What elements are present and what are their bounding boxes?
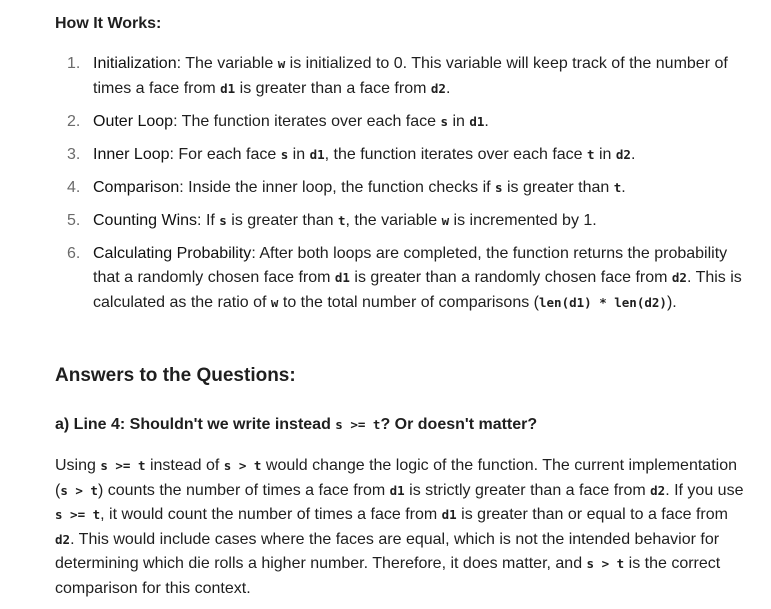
- step-text: is greater than: [502, 178, 614, 196]
- answer-text: Using: [55, 457, 101, 474]
- answer-text: instead of: [145, 457, 224, 474]
- list-number: 6.: [67, 244, 81, 262]
- step-text: is incremented by 1.: [449, 211, 597, 229]
- step-title: Inner Loop: [93, 145, 170, 163]
- list-item-inner-loop: [55, 143, 745, 168]
- step-text: .: [621, 178, 626, 196]
- list-number: 5.: [67, 211, 81, 229]
- inline-code: d1: [469, 113, 485, 129]
- inline-code: t: [587, 146, 595, 162]
- inline-code: t: [613, 179, 622, 195]
- inline-code: s: [280, 146, 289, 162]
- step-text: .: [484, 112, 489, 130]
- list-number: 4.: [67, 178, 81, 196]
- inline-code: s: [219, 212, 227, 228]
- step-text: .: [445, 79, 451, 97]
- list-number: 3.: [67, 145, 81, 163]
- step-text: , the function iterates over each face: [324, 145, 587, 163]
- answer-text: would change the logic of the function. The current implementation (: [55, 457, 737, 499]
- question-a-heading: [55, 414, 537, 436]
- inline-code: s > t: [586, 556, 625, 571]
- inline-code: d1: [309, 146, 325, 162]
- list-number: 1.: [67, 55, 81, 72]
- inline-code: d2: [650, 482, 666, 498]
- step-title: Counting Wins: [93, 211, 198, 229]
- list-item-initialization: [55, 52, 745, 101]
- inline-code: s > t: [223, 458, 262, 473]
- answer-text: ) counts the number of times a face from: [97, 481, 390, 499]
- inline-code: d1: [389, 482, 405, 498]
- answer-a-paragraph: [55, 454, 745, 601]
- answer-text: is strictly greater than a face from: [404, 481, 651, 499]
- inline-code: d2: [615, 146, 631, 162]
- inline-code: d1: [334, 270, 350, 285]
- answers-heading: Answers to the Questions:: [55, 365, 296, 386]
- step-text: . This is calculated as the ratio of: [93, 269, 742, 311]
- inline-code: t: [337, 212, 346, 228]
- list-item-calculating-probability: [55, 242, 745, 316]
- question-text: ? Or doesn't matter?: [380, 416, 538, 433]
- step-text: in: [448, 112, 470, 130]
- step-title: Calculating Probability: [93, 244, 252, 262]
- inline-code: d1: [220, 80, 236, 96]
- question-text: a) Line 4: Shouldn't we write instead: [55, 416, 336, 433]
- step-text: is greater than a face from: [235, 79, 431, 97]
- step-text: : The variable: [176, 55, 278, 72]
- step-title: Comparison: [93, 178, 180, 196]
- step-text: .: [630, 145, 636, 163]
- inline-code: s >= t: [55, 507, 101, 522]
- inline-code: w: [277, 56, 286, 71]
- answer-text: , it would count the number of times a face from: [100, 506, 442, 523]
- step-text: : The function iterates over each face: [173, 112, 441, 130]
- answer-text: . This would include cases where the faces are equal, which is not the intended behavior for determining which die rolls a higher number. Therefore, it does matter, and: [55, 530, 720, 572]
- step-text: : For each face: [169, 145, 281, 163]
- inline-code: d2: [671, 270, 687, 285]
- step-text: to the total number of comparisons (: [278, 293, 539, 311]
- answer-text: . If you use: [665, 481, 744, 499]
- step-text: in: [288, 145, 310, 163]
- inline-code: w: [441, 212, 450, 228]
- step-text: is greater than: [226, 211, 338, 229]
- inline-code: w: [270, 294, 279, 310]
- step-title: Initialization: [93, 55, 177, 72]
- step-text: , the variable: [345, 211, 442, 229]
- inline-code: s: [495, 179, 503, 195]
- step-text: is initialized to 0. This variable will keep track of the number of times a face from: [93, 55, 728, 97]
- inline-code: s >= t: [100, 458, 146, 473]
- list-item-counting-wins: [55, 209, 745, 234]
- list-item-outer-loop: [55, 110, 745, 135]
- inline-code: len(d1) * len(d2): [539, 294, 667, 310]
- inline-code: s > t: [60, 482, 98, 498]
- list-number: 2.: [67, 112, 81, 130]
- inline-code: s: [440, 113, 449, 129]
- step-text: is greater than a randomly chosen face from: [349, 269, 672, 286]
- step-text: in: [594, 145, 616, 163]
- steps-list: [55, 52, 745, 324]
- answer-text: is greater than or equal to a face from: [456, 506, 728, 523]
- step-title: Outer Loop: [93, 112, 174, 130]
- step-text: ).: [666, 293, 677, 311]
- inline-code: d2: [430, 80, 446, 96]
- inline-code: d2: [55, 531, 71, 547]
- answer-text: is the correct comparison for this context.: [55, 555, 721, 597]
- step-text: : If: [197, 211, 220, 229]
- list-item-comparison: [55, 176, 745, 201]
- how-it-works-heading: How It Works:: [55, 15, 162, 32]
- inline-code: s >= t: [335, 417, 381, 432]
- step-text: : After both loops are completed, the function returns the probability that a randomly chosen face from: [93, 244, 728, 286]
- inline-code: d1: [441, 507, 457, 522]
- step-text: : Inside the inner loop, the function checks if: [179, 178, 496, 196]
